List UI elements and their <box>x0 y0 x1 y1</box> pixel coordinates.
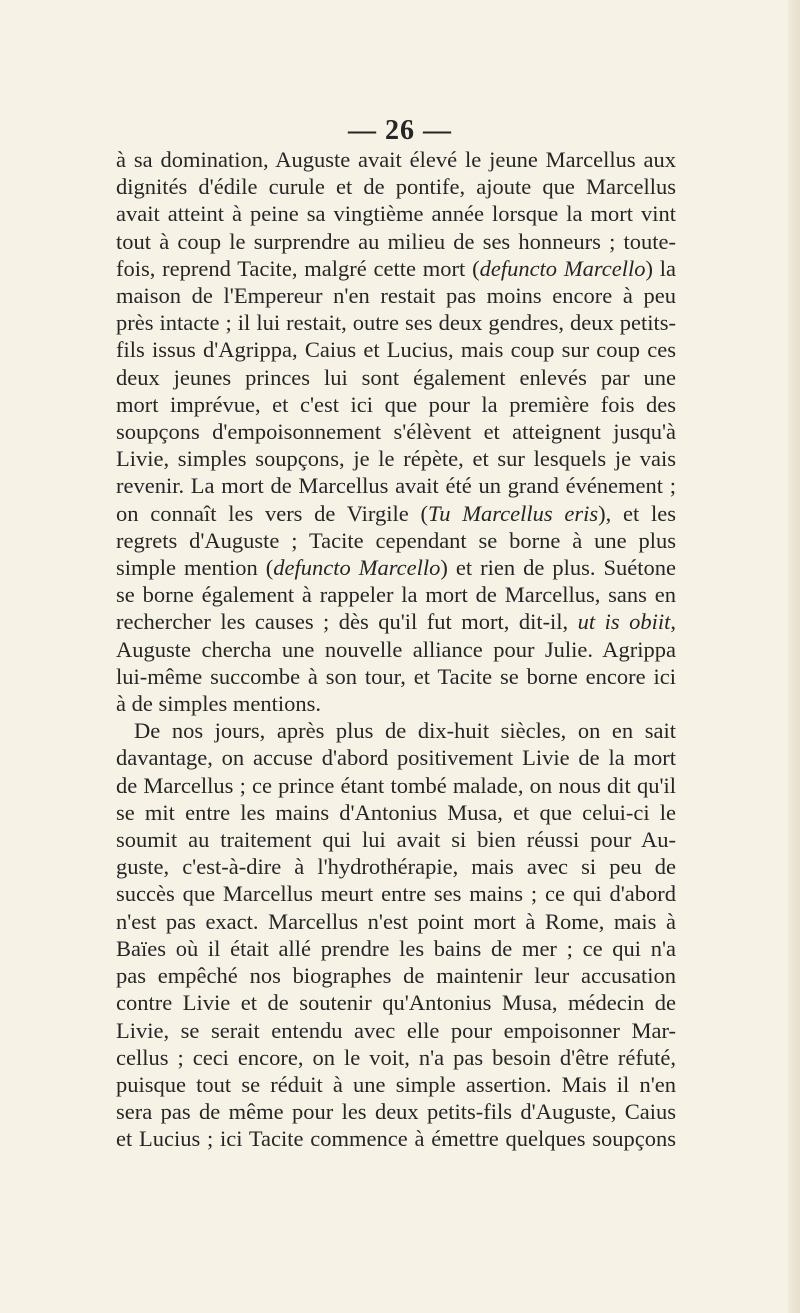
text-line: fois, reprend Tacite, malgré cette mort (defuncto Marcello) la <box>116 255 676 281</box>
text-line: contre Livie et de soutenir qu'Antonius Musa, médecin de <box>116 990 676 1016</box>
text-line: Baïes où il était allé prendre les bains de mer ; ce qui n'a <box>116 935 676 961</box>
text-line: lui-même succombe à son tour, et Tacite se borne encore ici <box>116 663 676 689</box>
text-line: n'est pas exact. Marcellus n'est point mort à Rome, mais à <box>116 908 676 934</box>
text-line: davantage, on accuse d'abord positivement Livie de la mort <box>116 745 676 771</box>
latin-quote: defuncto Marcello <box>479 255 646 281</box>
text-line: pas empêché nos biographes de maintenir leur accusation <box>116 963 676 989</box>
text-line: dignités d'édile curule et de pontife, ajoute que Marcellus <box>116 174 676 200</box>
text-line: Livie, simples soupçons, je le répète, et sur lesquels je vais <box>116 446 676 472</box>
text-line: près intacte ; il lui restait, outre ses deux gendres, deux petits- <box>116 310 676 336</box>
text-line: simple mention (defuncto Marcello) et rien de plus. Suétone <box>116 555 676 581</box>
latin-quote: ut is obiit <box>577 609 671 635</box>
text-line: fils issus d'Agrippa, Caius et Lucius, mais coup sur coup ces <box>116 337 676 363</box>
text-line: soumit au traitement qui lui avait si bien réussi pour Au- <box>116 827 676 853</box>
text-line: avait atteint à peine sa vingtième année lorsque la mort vint <box>116 201 676 227</box>
text-line: cellus ; ceci encore, on le voit, n'a pas besoin d'être réfuté, <box>116 1044 676 1070</box>
text-line: Auguste chercha une nouvelle alliance pour Julie. Agrippa <box>116 636 676 662</box>
text-line: guste, c'est-à-dire à l'hydrothérapie, mais avec si peu de <box>116 854 676 880</box>
latin-quote: Tu Marcellus eris <box>427 500 599 526</box>
text-line: maison de l'Empereur n'en restait pas moins encore à peu <box>116 283 676 309</box>
text-line: et Lucius ; ici Tacite commence à émettre quelques soupçons <box>116 1126 676 1152</box>
text-line: revenir. La mort de Marcellus avait été un grand événement ; <box>116 473 676 499</box>
text-line: tout à coup le surprendre au milieu de ses honneurs ; toute- <box>116 228 676 254</box>
text-line: soupçons d'empoisonnement s'élèvent et atteignent jusqu'à <box>116 419 676 445</box>
text-line: regrets d'Auguste ; Tacite cependant se borne à une plus <box>116 527 676 553</box>
text-line: à sa domination, Auguste avait élevé le jeune Marcellus aux <box>116 147 676 172</box>
text-line: se borne également à rappeler la mort de Marcellus, sans en <box>116 582 676 608</box>
text-line: de Marcellus ; ce prince étant tombé malade, on nous dit qu'il <box>116 772 676 798</box>
text-line: succès que Marcellus meurt entre ses mains ; ce qui d'abord <box>116 881 676 907</box>
text-line: se mit entre les mains d'Antonius Musa, et que celui-ci le <box>116 799 676 825</box>
text-line: rechercher les causes ; dès qu'il fut mort, dit-il, ut is obiit, <box>116 609 677 635</box>
text-line: puisque tout se réduit à une simple assertion. Mais il n'en <box>116 1071 676 1097</box>
text-line: Livie, se serait entendu avec elle pour empoisonner Mar- <box>116 1017 676 1043</box>
latin-quote: defuncto Marcello <box>273 555 441 581</box>
page-edge <box>788 0 800 1313</box>
text-line: sera pas de même pour les deux petits-fils d'Auguste, Caius <box>116 1099 676 1125</box>
body-text <box>116 146 676 1153</box>
text-line: mort imprévue, et c'est ici que pour la première fois des <box>116 391 676 417</box>
text-line: deux jeunes princes lui sont également enlevés par une <box>116 364 676 390</box>
text-line: De nos jours, après plus de dix-huit siècles, on en sait <box>134 718 676 744</box>
text-line: on connaît les vers de Virgile (Tu Marcellus eris), et les <box>116 500 676 526</box>
page-number: — 26 — <box>348 115 452 146</box>
text-line: à de simples mentions. <box>116 691 321 717</box>
